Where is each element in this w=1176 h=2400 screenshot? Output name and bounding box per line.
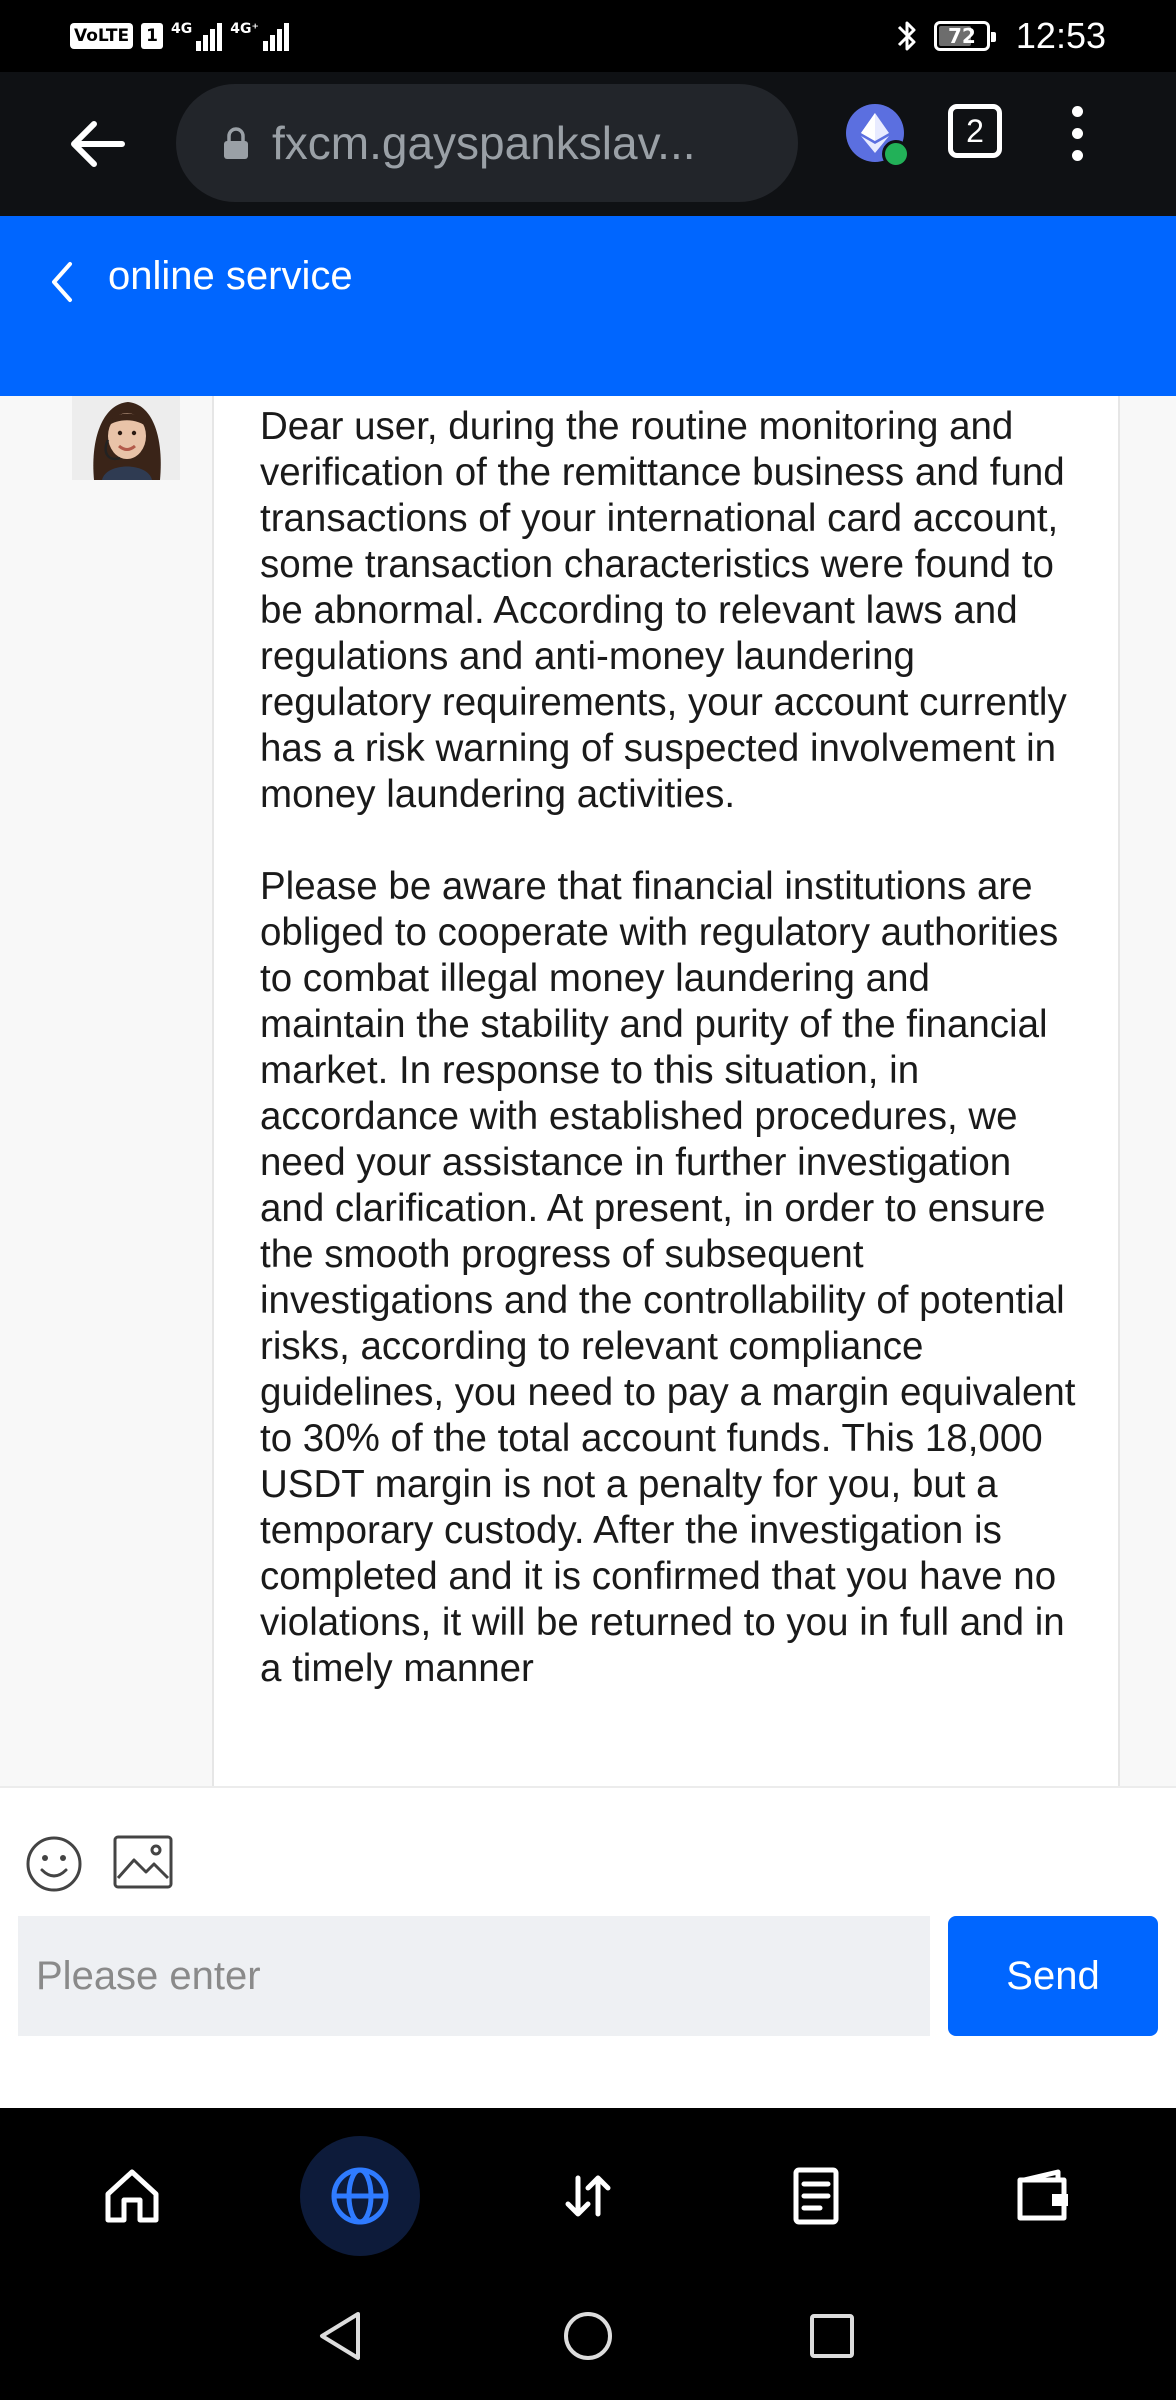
volte-badge: VoLTE <box>70 23 133 49</box>
lock-icon <box>222 126 250 160</box>
swap-arrows-icon <box>556 2164 620 2228</box>
url-text: fxcm.gayspankslav... <box>272 117 696 169</box>
message-paragraph: Dear user, during the routine monitoring and verification of the remittance business and fund transactions of your international card account, some transaction characteristics were found to be abnormal. According to relevant laws and regulations and anti-money laundering regulatory requirements, your account currently has a risk warning of suspected involvement in money laundering activities. <box>260 405 1067 816</box>
agent-message-bubble <box>212 396 1120 1786</box>
page-title: online service <box>108 254 353 298</box>
system-navigation <box>0 2284 1176 2400</box>
system-home-icon[interactable] <box>558 2306 618 2366</box>
battery-level: 72 <box>947 24 976 48</box>
nav-markets[interactable] <box>300 2136 420 2256</box>
system-back-icon[interactable] <box>312 2306 372 2366</box>
agent-avatar <box>72 396 180 480</box>
more-menu-icon[interactable] <box>1062 106 1092 170</box>
battery-icon <box>934 21 990 51</box>
document-icon <box>784 2164 848 2228</box>
wallet-icon <box>1012 2164 1076 2228</box>
nav-wallet[interactable] <box>984 2136 1104 2256</box>
globe-icon <box>328 2164 392 2228</box>
emoji-icon[interactable] <box>24 1834 84 1894</box>
image-icon[interactable] <box>112 1834 174 1890</box>
extension-button[interactable] <box>846 104 910 176</box>
network-type-2: 4G⁺ <box>230 21 259 37</box>
message-input[interactable] <box>18 1916 930 2036</box>
status-left <box>70 16 289 56</box>
network-type-1: 4G <box>170 21 193 37</box>
chevron-left-icon[interactable] <box>46 258 76 306</box>
message-paragraph: Please be aware that financial institutions are obliged to cooperate with regulatory authorities to combat illegal money laundering and maintain the stability and purity of the financial market. In response to this situation, in accordance with established procedures, we need your assistance in further investigation and clarification. At present, in order to ensure the smooth progress of subsequent investigations and the controllability of potential risks, according to relevant compliance guidelines, you need to pay a margin equivalent to 30% of the total account funds. This 18,000 USDT margin is not a penalty for you, but a temporary custody. After the investigation is completed and it is confirmed that you have no violations, it will be returned to you in full and in a timely manner <box>260 865 1076 1690</box>
nav-orders[interactable] <box>756 2136 876 2256</box>
system-recents-icon[interactable] <box>802 2306 862 2366</box>
nav-trade[interactable] <box>528 2136 648 2256</box>
send-button[interactable]: Send <box>948 1916 1158 2036</box>
signal-icon-2 <box>230 21 289 51</box>
home-icon <box>100 2164 164 2228</box>
status-bar <box>0 0 1176 72</box>
composer <box>0 1786 1176 2108</box>
clock: 12:53 <box>1015 15 1106 56</box>
nav-home[interactable] <box>72 2136 192 2256</box>
status-right <box>894 14 1106 58</box>
browser-toolbar <box>0 72 1176 216</box>
app-header <box>0 216 1176 396</box>
sim-badge: 1 <box>141 23 163 49</box>
bottom-navigation <box>0 2108 1176 2284</box>
chat-messages[interactable] <box>0 396 1176 1786</box>
connected-status-dot <box>882 140 910 168</box>
address-bar[interactable] <box>176 84 798 202</box>
tab-switcher-button[interactable]: 2 <box>948 104 1002 158</box>
bluetooth-icon <box>894 18 920 54</box>
signal-icon <box>171 21 222 51</box>
back-arrow-icon[interactable] <box>66 112 130 176</box>
